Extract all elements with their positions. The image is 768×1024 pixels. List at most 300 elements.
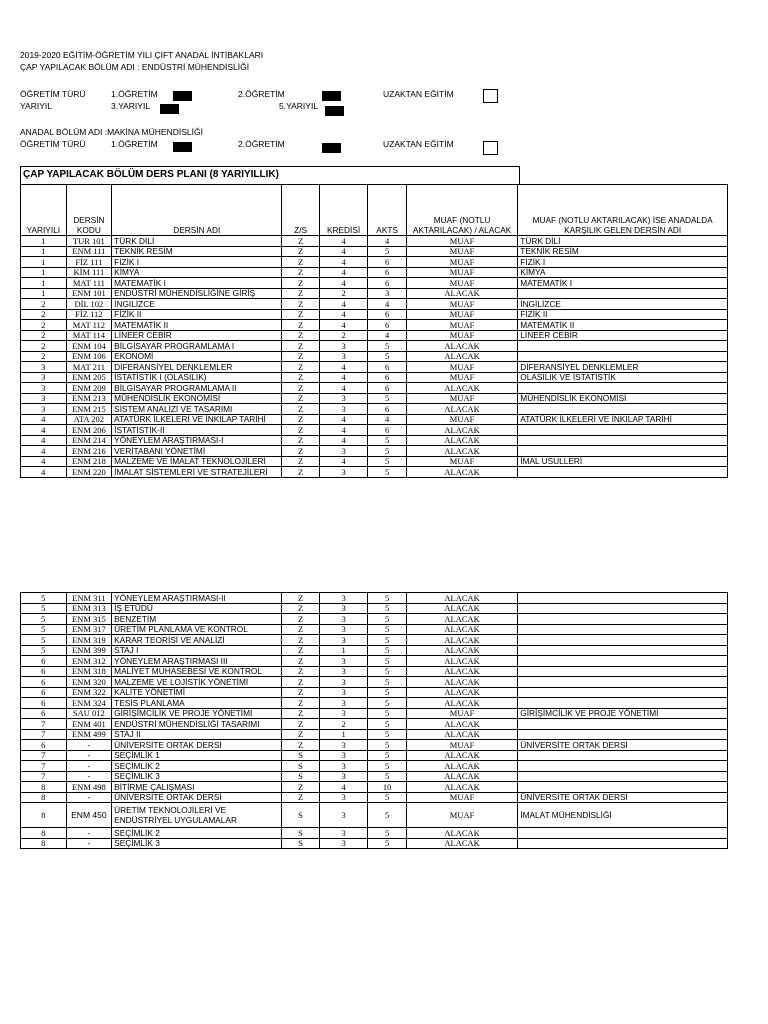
- cell-kredi: 4: [319, 309, 368, 320]
- cell-karsilik: [518, 656, 728, 667]
- cell-karsilik: [518, 750, 728, 761]
- cell-zs: Z: [282, 446, 319, 457]
- cell-kod: ENM 101: [66, 288, 112, 299]
- cell-durum: ALACAK: [406, 761, 517, 772]
- table-row: [21, 435, 728, 446]
- cell-ad: MATEMATİK II: [112, 320, 282, 331]
- table-row: [21, 404, 728, 415]
- cell-zs: Z: [282, 425, 319, 436]
- cell-ad: İŞ ETÜDÜ: [112, 603, 282, 614]
- table-row: [21, 330, 728, 341]
- cell-kod: ENM 401: [66, 719, 112, 730]
- cell-durum: MUAF: [406, 708, 517, 719]
- cell-akts: 6: [368, 372, 406, 383]
- cell-yariyil: 6: [21, 687, 67, 698]
- redaction-block: [325, 106, 344, 116]
- table-row: [21, 792, 728, 803]
- cell-kod: -: [66, 740, 112, 751]
- table-row: [21, 372, 728, 383]
- cell-ad: İMALAT SİSTEMLERİ VE STRATEJİLERİ: [112, 467, 282, 478]
- cell-ad: MATEMATİK I: [112, 278, 282, 289]
- cell-akts: 10: [368, 782, 406, 793]
- uzaktan2-label: UZAKTAN EĞİTİM: [383, 139, 454, 149]
- cell-yariyil: 5: [21, 624, 67, 635]
- redaction-block: [173, 142, 192, 152]
- cell-kredi: 3: [319, 404, 368, 415]
- col-header-akts: AKTS: [368, 185, 406, 236]
- cell-akts: 5: [368, 687, 406, 698]
- cell-yariyil: 2: [21, 320, 67, 331]
- cell-durum: ALACAK: [406, 614, 517, 625]
- cell-ad: İNGİLİZCE: [112, 299, 282, 310]
- cell-zs: Z: [282, 792, 319, 803]
- cell-akts: 4: [368, 236, 406, 247]
- col-header-kod: DERSİN KODU: [66, 185, 112, 236]
- cell-ad: İSTATİSTİK I (OLASILIK): [112, 372, 282, 383]
- cell-akts: 4: [368, 299, 406, 310]
- cell-kredi: 3: [319, 803, 368, 828]
- cell-karsilik: İMAL USULLERİ: [518, 456, 728, 467]
- table-row: [21, 803, 728, 828]
- doc-title-line1: 2019-2020 EĞİTİM-ÖĞRETİM YILI ÇİFT ANADAL İNTİBAKLARI: [20, 50, 264, 60]
- cell-kredi: 3: [319, 708, 368, 719]
- cell-ad: SEÇİMLİK 2: [112, 761, 282, 772]
- cell-yariyil: 2: [21, 341, 67, 352]
- cell-kredi: 4: [319, 257, 368, 268]
- cell-ad: LİNEER CEBİR: [112, 330, 282, 341]
- cell-akts: 5: [368, 698, 406, 709]
- cell-karsilik: [518, 828, 728, 839]
- cell-akts: 5: [368, 351, 406, 362]
- ogretim2b-label: 2.ÖĞRETİM: [238, 139, 285, 149]
- cell-zs: S: [282, 771, 319, 782]
- cell-yariyil: 1: [21, 246, 67, 257]
- cell-durum: ALACAK: [406, 404, 517, 415]
- table-row: [21, 246, 728, 257]
- cell-ad: SEÇİMLİK 3: [112, 838, 282, 849]
- table-row: [21, 320, 728, 331]
- cell-yariyil: 4: [21, 425, 67, 436]
- cell-yariyil: 5: [21, 593, 67, 604]
- uzaktan2-checkbox[interactable]: [483, 141, 498, 155]
- cell-kredi: 3: [319, 771, 368, 782]
- course-table-1: [20, 184, 728, 478]
- cell-kod: ENM 322: [66, 687, 112, 698]
- cell-ad: YÖNEYLEM ARAŞTIRMASI III: [112, 656, 282, 667]
- table-row: [21, 782, 728, 793]
- cell-kod: ENM 320: [66, 677, 112, 688]
- table-body-2: [21, 593, 728, 849]
- cell-karsilik: [518, 603, 728, 614]
- cell-akts: 6: [368, 320, 406, 331]
- cell-akts: 3: [368, 288, 406, 299]
- cell-zs: Z: [282, 236, 319, 247]
- cell-ad: ATATÜRK İLKELERİ VE İNKILAP TARİHİ: [112, 414, 282, 425]
- cell-kod: ENM 213: [66, 393, 112, 404]
- cell-akts: 5: [368, 803, 406, 828]
- yariyil3-label: 3.YARIYIL: [111, 101, 151, 111]
- cell-karsilik: KİMYA: [518, 267, 728, 278]
- cell-kod: ENM 214: [66, 435, 112, 446]
- cell-zs: Z: [282, 246, 319, 257]
- cell-durum: ALACAK: [406, 750, 517, 761]
- cell-yariyil: 2: [21, 330, 67, 341]
- cell-zs: Z: [282, 708, 319, 719]
- cell-ad: İSTATİSTİK-II: [112, 425, 282, 436]
- cell-yariyil: 8: [21, 803, 67, 828]
- cell-karsilik: OLASILIK VE İSTATİSTİK: [518, 372, 728, 383]
- cell-kod: ENM 498: [66, 782, 112, 793]
- col-header-yariyil: YARIYILI: [21, 185, 67, 236]
- cell-yariyil: 2: [21, 351, 67, 362]
- table-row: [21, 467, 728, 478]
- cell-zs: S: [282, 750, 319, 761]
- cell-yariyil: 4: [21, 435, 67, 446]
- cell-kod: MAT 114: [66, 330, 112, 341]
- cell-kod: DİL 102: [66, 299, 112, 310]
- cell-kredi: 4: [319, 299, 368, 310]
- cell-durum: ALACAK: [406, 666, 517, 677]
- cell-yariyil: 5: [21, 645, 67, 656]
- cell-durum: ALACAK: [406, 383, 517, 394]
- redaction-block: [322, 91, 341, 101]
- table-row: [21, 708, 728, 719]
- cell-kod: ENM 218: [66, 456, 112, 467]
- cell-kredi: 4: [319, 278, 368, 289]
- cell-kod: ENM 318: [66, 666, 112, 677]
- cell-kredi: 3: [319, 624, 368, 635]
- cell-kredi: 3: [319, 740, 368, 751]
- cell-akts: 5: [368, 666, 406, 677]
- uzaktan-checkbox[interactable]: [483, 89, 498, 103]
- cell-akts: 5: [368, 740, 406, 751]
- cell-kredi: 3: [319, 467, 368, 478]
- cell-kredi: 4: [319, 782, 368, 793]
- table-row: [21, 446, 728, 457]
- cell-karsilik: [518, 719, 728, 730]
- cell-yariyil: 3: [21, 393, 67, 404]
- cell-karsilik: TEKNİK RESİM: [518, 246, 728, 257]
- table-row: [21, 603, 728, 614]
- cell-kredi: 3: [319, 792, 368, 803]
- cell-kredi: 2: [319, 288, 368, 299]
- cell-karsilik: LİNEER CEBİR: [518, 330, 728, 341]
- cell-kod: ENM 450: [66, 803, 112, 828]
- cell-kredi: 4: [319, 372, 368, 383]
- cell-durum: ALACAK: [406, 677, 517, 688]
- cell-kod: ENM 205: [66, 372, 112, 383]
- cell-zs: S: [282, 838, 319, 849]
- table-row: [21, 414, 728, 425]
- cell-durum: ALACAK: [406, 719, 517, 730]
- cell-yariyil: 1: [21, 278, 67, 289]
- cell-karsilik: ATATÜRK İLKELERİ VE İNKILAP TARİHİ: [518, 414, 728, 425]
- cell-yariyil: 6: [21, 708, 67, 719]
- cell-ad: SİSTEM ANALİZİ VE TASARIMI: [112, 404, 282, 415]
- cell-yariyil: 1: [21, 267, 67, 278]
- ogretim-turu-label-2: ÖĞRETİM TÜRÜ: [20, 139, 86, 149]
- cell-akts: 6: [368, 404, 406, 415]
- yariyil-label: YARIYIL: [20, 101, 52, 111]
- cell-yariyil: 2: [21, 309, 67, 320]
- cell-karsilik: [518, 435, 728, 446]
- cell-kredi: 4: [319, 425, 368, 436]
- cell-karsilik: [518, 838, 728, 849]
- cell-kod: ENM 216: [66, 446, 112, 457]
- cell-zs: Z: [282, 456, 319, 467]
- cell-yariyil: 7: [21, 761, 67, 772]
- ogretim1b-label: 1.ÖĞRETİM: [111, 139, 158, 149]
- cell-akts: 6: [368, 278, 406, 289]
- cell-yariyil: 6: [21, 740, 67, 751]
- cell-durum: ALACAK: [406, 435, 517, 446]
- cell-zs: Z: [282, 677, 319, 688]
- cell-zs: Z: [282, 687, 319, 698]
- cell-durum: MUAF: [406, 278, 517, 289]
- cell-akts: 5: [368, 838, 406, 849]
- cell-ad: SEÇİMLİK 3: [112, 771, 282, 782]
- redaction-block: [160, 104, 179, 114]
- cell-zs: Z: [282, 309, 319, 320]
- cell-kredi: 4: [319, 320, 368, 331]
- cell-ad: STAJ II: [112, 729, 282, 740]
- cell-akts: 5: [368, 719, 406, 730]
- cell-kod: ENM 319: [66, 635, 112, 646]
- cell-durum: MUAF: [406, 414, 517, 425]
- cell-zs: S: [282, 828, 319, 839]
- cell-ad: EKONOMİ: [112, 351, 282, 362]
- cell-kod: ENM 209: [66, 383, 112, 394]
- cell-karsilik: [518, 614, 728, 625]
- cell-zs: Z: [282, 593, 319, 604]
- cell-zs: Z: [282, 278, 319, 289]
- cell-yariyil: 7: [21, 771, 67, 782]
- cell-kredi: 4: [319, 246, 368, 257]
- col-header-ad: DERSİN ADI: [112, 185, 282, 236]
- cell-karsilik: [518, 645, 728, 656]
- cell-ad: ENDÜSTRİ MÜHENDİSLİĞİ TASARIMI: [112, 719, 282, 730]
- cell-ad: YÖNEYLEM ARAŞTIRMASI-I: [112, 435, 282, 446]
- table-row: [21, 838, 728, 849]
- cell-yariyil: 3: [21, 404, 67, 415]
- cell-durum: MUAF: [406, 309, 517, 320]
- cell-durum: ALACAK: [406, 838, 517, 849]
- cell-karsilik: FİZİK II: [518, 309, 728, 320]
- cell-yariyil: 8: [21, 792, 67, 803]
- cell-zs: Z: [282, 383, 319, 394]
- cell-yariyil: 8: [21, 828, 67, 839]
- cell-akts: 6: [368, 257, 406, 268]
- cell-yariyil: 8: [21, 838, 67, 849]
- cell-kod: -: [66, 828, 112, 839]
- cell-zs: Z: [282, 372, 319, 383]
- cell-kod: -: [66, 838, 112, 849]
- table-row: [21, 593, 728, 604]
- cell-ad: ÜRETİM TEKNOLOJİLERİ VE ENDÜSTRİYEL UYGULAMALAR: [112, 803, 282, 828]
- cell-karsilik: [518, 635, 728, 646]
- cell-ad: TÜRK DİLİ: [112, 236, 282, 247]
- table-row: [21, 656, 728, 667]
- cell-akts: 5: [368, 656, 406, 667]
- table-row: [21, 614, 728, 625]
- cell-yariyil: 5: [21, 614, 67, 625]
- cell-ad: VERİTABANI YÖNETİMİ: [112, 446, 282, 457]
- cell-zs: Z: [282, 362, 319, 373]
- cell-ad: ÜNİVERSİTE ORTAK DERSİ: [112, 740, 282, 751]
- cell-zs: Z: [282, 393, 319, 404]
- anadal-label: ANADAL BÖLÜM ADI :MAKİNA MÜHENDİSLİĞİ: [20, 127, 203, 137]
- cell-akts: 5: [368, 624, 406, 635]
- cell-yariyil: 6: [21, 666, 67, 677]
- cell-durum: ALACAK: [406, 351, 517, 362]
- cell-ad: MALZEME VE İMALAT TEKNOLOJİLERİ: [112, 456, 282, 467]
- table-row: [21, 383, 728, 394]
- cell-durum: MUAF: [406, 236, 517, 247]
- cell-karsilik: [518, 288, 728, 299]
- cell-kod: ENM 324: [66, 698, 112, 709]
- cell-karsilik: [518, 677, 728, 688]
- cell-kredi: 3: [319, 635, 368, 646]
- cell-karsilik: [518, 761, 728, 772]
- cell-karsilik: DİFERANSİYEL DENKLEMLER: [518, 362, 728, 373]
- cell-durum: ALACAK: [406, 341, 517, 352]
- cell-karsilik: [518, 782, 728, 793]
- cell-yariyil: 1: [21, 288, 67, 299]
- cell-yariyil: 6: [21, 677, 67, 688]
- cell-karsilik: MATEMATİK I: [518, 278, 728, 289]
- cell-ad: BİLGİSAYAR PROGRAMLAMA I: [112, 341, 282, 352]
- cell-durum: MUAF: [406, 299, 517, 310]
- cell-kredi: 3: [319, 614, 368, 625]
- cell-yariyil: 7: [21, 719, 67, 730]
- cell-zs: Z: [282, 299, 319, 310]
- cell-kredi: 3: [319, 393, 368, 404]
- table-title: ÇAP YAPILACAK BÖLÜM DERS PLANI (8 YARIYILLIK): [20, 166, 520, 184]
- cell-akts: 5: [368, 729, 406, 740]
- cell-karsilik: [518, 446, 728, 457]
- cell-karsilik: [518, 351, 728, 362]
- cell-ad: TEKNİK RESİM: [112, 246, 282, 257]
- cell-yariyil: 3: [21, 372, 67, 383]
- cell-durum: ALACAK: [406, 645, 517, 656]
- cell-zs: Z: [282, 635, 319, 646]
- cell-kredi: 3: [319, 687, 368, 698]
- cell-durum: ALACAK: [406, 729, 517, 740]
- cell-karsilik: İNGİLİZCE: [518, 299, 728, 310]
- cell-karsilik: GİRİŞİMCİLİK VE PROJE YÖNETİMİ: [518, 708, 728, 719]
- cell-zs: Z: [282, 645, 319, 656]
- cell-karsilik: [518, 666, 728, 677]
- cell-ad: MALZEME VE LOJİSTİK YÖNETİMİ: [112, 677, 282, 688]
- cell-durum: ALACAK: [406, 771, 517, 782]
- cell-durum: MUAF: [406, 792, 517, 803]
- cell-akts: 5: [368, 456, 406, 467]
- cell-karsilik: [518, 687, 728, 698]
- cell-yariyil: 5: [21, 603, 67, 614]
- cell-kod: ENM 312: [66, 656, 112, 667]
- cell-kod: FİZ 112: [66, 309, 112, 320]
- cell-akts: 5: [368, 792, 406, 803]
- table-row: [21, 771, 728, 782]
- cell-zs: S: [282, 761, 319, 772]
- cell-akts: 5: [368, 467, 406, 478]
- cell-karsilik: [518, 771, 728, 782]
- cell-zs: Z: [282, 624, 319, 635]
- table-row: [21, 750, 728, 761]
- cell-akts: 5: [368, 341, 406, 352]
- cell-ad: ÜRETİM PLANLAMA VE KONTROL: [112, 624, 282, 635]
- cell-kod: MAT 211: [66, 362, 112, 373]
- cell-durum: ALACAK: [406, 425, 517, 436]
- cell-durum: ALACAK: [406, 656, 517, 667]
- cell-kredi: 4: [319, 236, 368, 247]
- table-row: [21, 362, 728, 373]
- cell-ad: KİMYA: [112, 267, 282, 278]
- cell-ad: BİLGİSAYAR PROGRAMLAMA II: [112, 383, 282, 394]
- cell-akts: 4: [368, 414, 406, 425]
- cell-ad: MÜHENDİSLİK EKONOMİSİ: [112, 393, 282, 404]
- cell-karsilik: [518, 425, 728, 436]
- cell-durum: ALACAK: [406, 624, 517, 635]
- cell-kredi: 3: [319, 828, 368, 839]
- cell-yariyil: 6: [21, 698, 67, 709]
- cell-kod: ENM 499: [66, 729, 112, 740]
- table-row: [21, 288, 728, 299]
- cell-durum: ALACAK: [406, 698, 517, 709]
- cell-zs: Z: [282, 698, 319, 709]
- cell-karsilik: [518, 593, 728, 604]
- table-row: [21, 236, 728, 247]
- cell-ad: MALİYET MUHASEBESİ VE KONTROL: [112, 666, 282, 677]
- table-row: [21, 740, 728, 751]
- cell-kod: ENM 313: [66, 603, 112, 614]
- cell-durum: ALACAK: [406, 467, 517, 478]
- cell-akts: 5: [368, 645, 406, 656]
- table-row: [21, 309, 728, 320]
- cell-kod: ATA 202: [66, 414, 112, 425]
- cell-ad: KALİTE YÖNETİMİ: [112, 687, 282, 698]
- table-body-1: [21, 236, 728, 478]
- cell-zs: Z: [282, 782, 319, 793]
- cell-akts: 6: [368, 362, 406, 373]
- cell-ad: GİRİŞİMCİLİK VE PROJE YÖNETİMİ: [112, 708, 282, 719]
- table-row: [21, 666, 728, 677]
- cell-zs: Z: [282, 404, 319, 415]
- cell-kod: MAT 111: [66, 278, 112, 289]
- cell-durum: ALACAK: [406, 446, 517, 457]
- cell-karsilik: [518, 383, 728, 394]
- cell-durum: MUAF: [406, 803, 517, 828]
- cell-kod: ENM 215: [66, 404, 112, 415]
- table-row: [21, 425, 728, 436]
- cell-karsilik: [518, 624, 728, 635]
- cell-kredi: 2: [319, 330, 368, 341]
- cell-ad: STAJ I: [112, 645, 282, 656]
- col-header-zs: Z/S: [282, 185, 319, 236]
- cell-ad: FİZİK II: [112, 309, 282, 320]
- cell-ad: YÖNEYLEM ARAŞTIRMASI-II: [112, 593, 282, 604]
- cell-durum: MUAF: [406, 362, 517, 373]
- cell-ad: DİFERANSİYEL DENKLEMLER: [112, 362, 282, 373]
- cell-akts: 5: [368, 677, 406, 688]
- cell-akts: 6: [368, 267, 406, 278]
- cell-kod: ENM 315: [66, 614, 112, 625]
- cell-akts: 5: [368, 761, 406, 772]
- table-row: [21, 635, 728, 646]
- table-row: [21, 351, 728, 362]
- cell-akts: 5: [368, 246, 406, 257]
- cell-karsilik: [518, 467, 728, 478]
